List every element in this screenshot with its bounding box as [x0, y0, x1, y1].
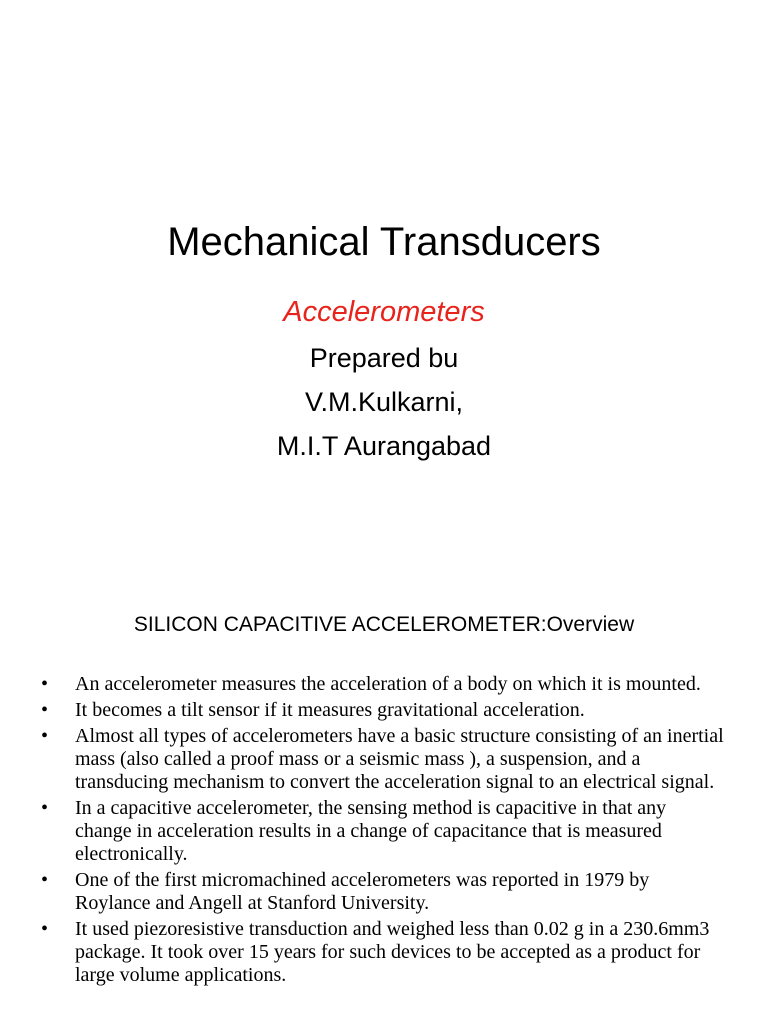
slide-subtitle-block: [0, 290, 768, 468]
bullet-dot-icon: •: [41, 673, 49, 695]
slide-overview: [0, 576, 768, 1024]
bullet-text: It becomes a tilt sensor if it measures gravitational acceleration.: [75, 699, 585, 721]
bullet-text: Almost all types of accelerometers have a basic structure consisting of an inertial mass (also called a proof mass or a seismic mass ), a suspension, and a transducing mechanism to convert the acceleration signal to an electrical signal.: [75, 725, 724, 793]
bullet-dot-icon: •: [41, 869, 49, 891]
overview-heading: SILICON CAPACITIVE ACCELEROMETER:Overview: [133, 613, 635, 636]
institution-name: M.I.T Aurangabad: [276, 431, 492, 461]
prepared-by-label: Prepared bu: [309, 343, 459, 373]
bullet-dot-icon: •: [41, 699, 49, 721]
bullet-item: [0, 699, 768, 722]
slide-title-heading: Mechanical Transducers: [167, 220, 601, 264]
bullet-item: [0, 797, 768, 866]
bullet-dot-icon: •: [41, 797, 49, 819]
bullet-dot-icon: •: [41, 725, 49, 747]
bullet-item: [0, 725, 768, 794]
bullet-text: An accelerometer measures the acceleration of a body on which it is mounted.: [75, 673, 701, 695]
bullet-item: [0, 869, 768, 915]
bullet-text: One of the first micromachined accelerometers was reported in 1979 by Roylance and Angell at Stanford University.: [75, 869, 650, 914]
bullet-list: [0, 673, 768, 990]
bullet-text: In a capacitive accelerometer, the sensing method is capacitive in that any change in acceleration results in a change of capacitance that is measured electronically.: [75, 797, 667, 865]
bullet-text: It used piezoresistive transduction and weighed less than 0.02 g in a 230.6mm3 package. It took over 15 years for such devices to be accepted as a product for large volume applications.: [75, 918, 710, 986]
subtitle-accelerometers: Accelerometers: [283, 296, 485, 328]
author-name: V.M.Kulkarni,: [304, 387, 464, 417]
bullet-item: [0, 673, 768, 696]
bullet-item: [0, 918, 768, 987]
bullet-dot-icon: •: [41, 918, 49, 940]
